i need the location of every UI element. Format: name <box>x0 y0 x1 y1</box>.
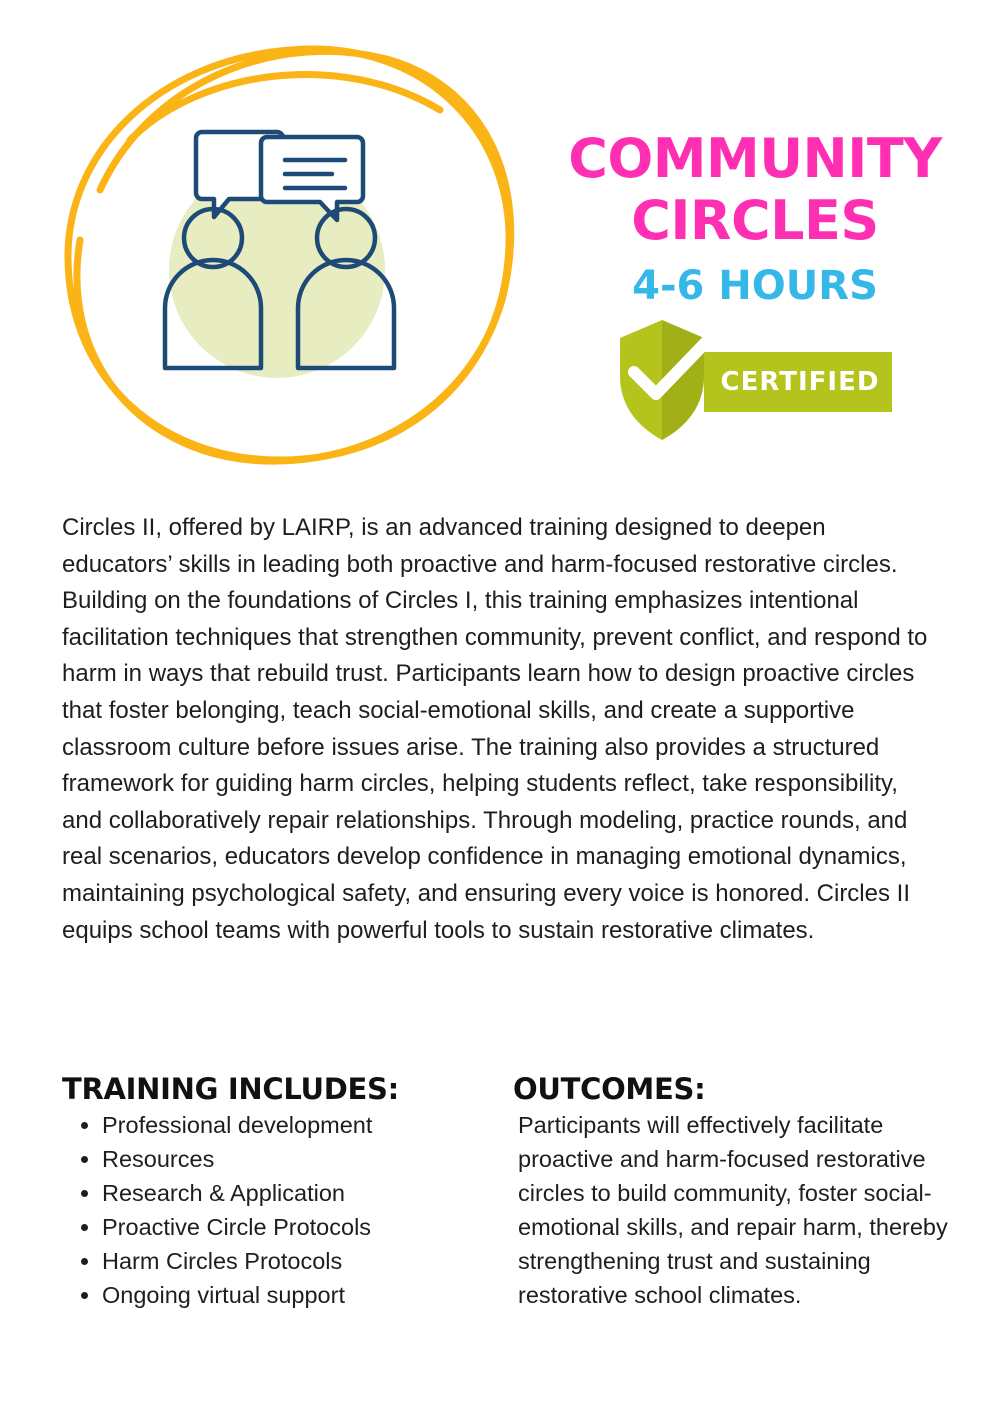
outcomes-section <box>513 1070 963 1312</box>
training-includes-heading: TRAINING INCLUDES: <box>62 1072 399 1106</box>
list-item: • Research & Application <box>102 1176 482 1210</box>
list-item: • Ongoing virtual support <box>102 1278 482 1312</box>
title-line-1: COMMUNITY <box>568 127 942 190</box>
training-includes-list <box>62 1108 482 1312</box>
list-item: • Resources <box>102 1142 482 1176</box>
outcomes-heading: OUTCOMES: <box>513 1072 706 1106</box>
outcomes-text: Participants will effectively facilitate proactive and harm-focused restorative circles to build community, foster social-emotional skills, and repair harm, thereby strengthening trust and sustaining restorative school climates. <box>518 1112 948 1308</box>
certified-label: CERTIFIED <box>720 367 880 397</box>
title-block <box>560 128 950 314</box>
title-line-2: CIRCLES <box>631 189 879 252</box>
hero-illustration <box>40 20 540 480</box>
list-item: • Harm Circles Protocols <box>102 1244 482 1278</box>
program-description: Circles II, offered by LAIRP, is an advanced training designed to deepen educators’ skills in leading both proactive and harm-focused restorative circles. Building on the foundations of Circles I, this training emphasizes intentional facilitation techniques that strengthen community, prevent conflict, and respond to harm in ways that rebuild trust. Participants learn how to design proactive circles that foster belonging, teach social-emotional skills, and create a supportive classroom culture before issues arise. The training also provides a structured framework for guiding harm circles, helping students reflect, take responsibility, and collaboratively repair relationships. Through modeling, practice rounds, and real scenarios, educators develop confidence in managing emotional dynamics, maintaining psychological safety, and ensuring every voice is honored. Circles II equips school teams with powerful tools to sustain restorative climates. <box>62 514 928 944</box>
certified-badge <box>612 318 897 443</box>
duration-label: 4-6 HOURS <box>632 263 878 309</box>
training-includes-section <box>62 1070 482 1312</box>
list-item: • Proactive Circle Protocols <box>102 1210 482 1244</box>
list-item: • Professional development <box>102 1108 482 1142</box>
check-shield-icon <box>612 318 722 443</box>
